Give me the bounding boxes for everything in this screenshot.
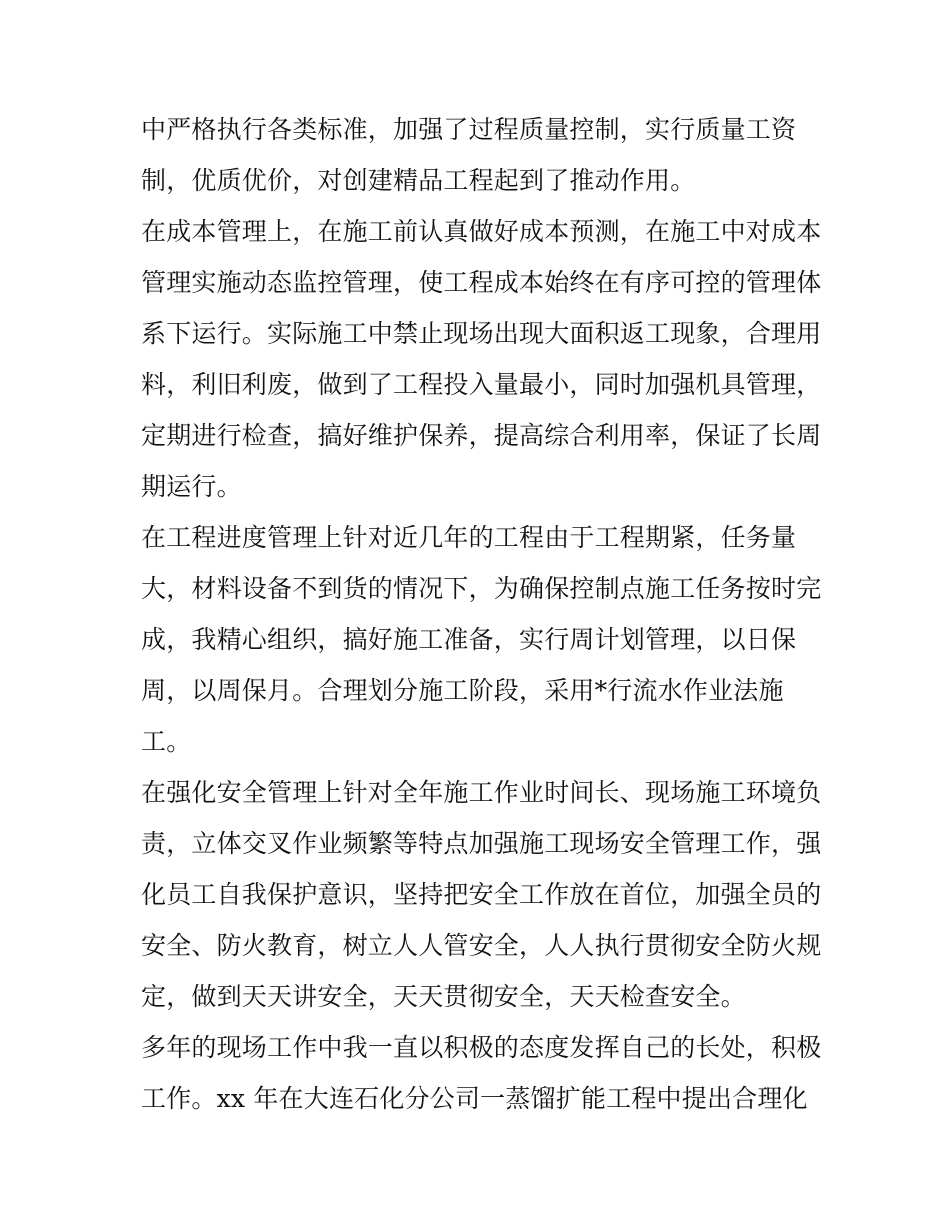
text-line: 大，材料设备不到货的情况下，为确保控制点施工任务按时完	[141, 574, 822, 603]
text-line: 定，做到天天讲安全，天天贯彻安全，天天检查安全。	[141, 982, 746, 1011]
text-line: 管理实施动态监控管理，使工程成本始终在有序可控的管理体	[141, 268, 822, 297]
text-line: 成，我精心组织，搞好施工准备，实行周计划管理，以日保	[141, 625, 797, 654]
text-line: 安全、防火教育，树立人人管安全，人人执行贯彻安全防火规	[141, 931, 822, 960]
document-body	[141, 104, 821, 1124]
text-line: 责，立体交叉作业频繁等特点加强施工现场安全管理工作，强	[141, 829, 822, 858]
text-line: 在成本管理上，在施工前认真做好成本预测，在施工中对成本	[141, 217, 822, 246]
text-line: 中严格执行各类标准，加强了过程质量控制，实行质量工资	[141, 115, 797, 144]
text-line: 在工程进度管理上针对近几年的工程由于工程期紧，任务量	[141, 523, 797, 552]
text-line: 周，以周保月。合理划分施工阶段，采用*行流水作业法施	[141, 676, 784, 705]
text-line: 系下运行。实际施工中禁止现场出现大面积返工现象，合理用	[141, 319, 822, 348]
text-line: 制，优质优价，对创建精品工程起到了推动作用。	[141, 166, 696, 195]
text-line: 期运行。	[141, 472, 242, 501]
text-line: 化员工自我保护意识，坚持把安全工作放在首位，加强全员的	[141, 880, 822, 909]
text-line: 定期进行检查，搞好维护保养，提高综合利用率，保证了长周	[141, 421, 822, 450]
text-line: 工。	[141, 727, 192, 756]
text-line: 在强化安全管理上针对全年施工作业时间长、现场施工环境负	[141, 778, 822, 807]
text-line: 料，利旧利废，做到了工程投入量最小，同时加强机具管理，	[141, 370, 822, 399]
text-line: 工作。xx 年在大连石化分公司一蒸馏扩能工程中提出合理化	[141, 1084, 808, 1113]
text-line: 多年的现场工作中我一直以积极的态度发挥自己的长处，积极	[141, 1033, 822, 1062]
